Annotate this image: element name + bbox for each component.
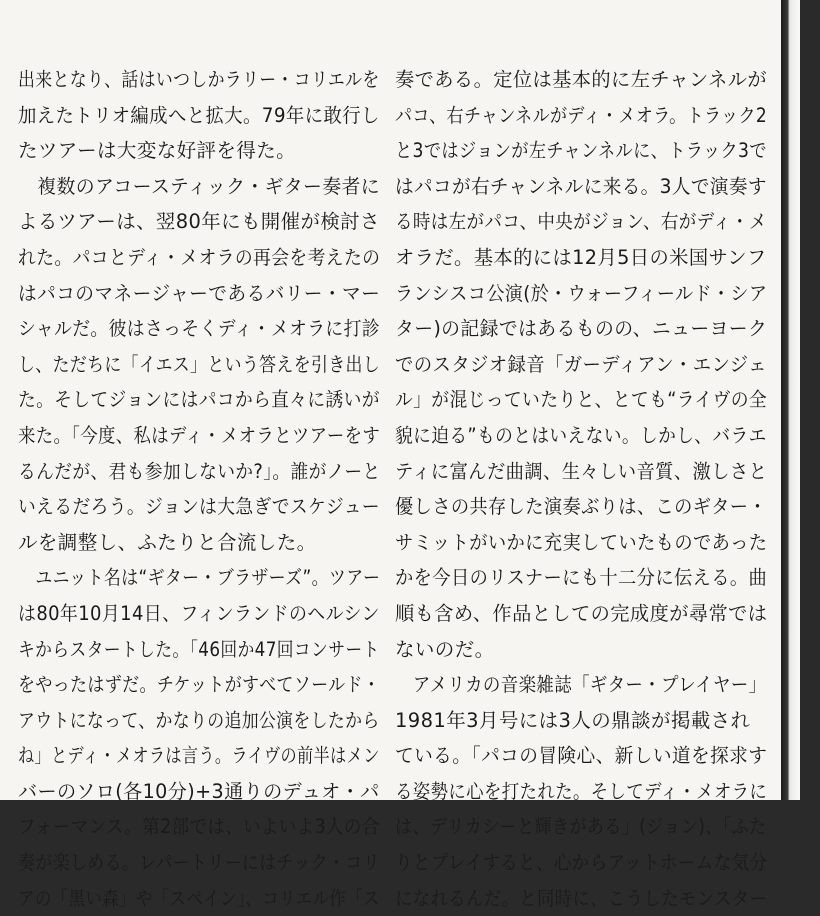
text-line: よるツアーは、翌80年にも開催が検討さ	[18, 210, 380, 234]
text-line: 奏である。定位は基本的に左チャンネルが	[395, 68, 768, 91]
text-line: る姿勢に心を打たれた。そしてディ・メオラに	[395, 779, 768, 803]
text-line: ルを調整し、ふたりと合流した。	[18, 530, 317, 554]
text-line: ね」とディ・メオラは言う。ライヴの前半はメン	[18, 744, 380, 768]
text-line: キからスタートした。「46回か47回コンサート	[18, 637, 380, 661]
text-line: 1981年3月号には3人の鼎談が掲載され	[395, 708, 751, 732]
text-column-right	[395, 62, 820, 916]
text-line: フォーマンス。第2部では、いよいよ3人の合	[18, 815, 380, 839]
text-line: ティに富んだ曲調、生々しい音質、激しさと	[395, 459, 768, 483]
text-line: 出来となり、話はいつしかラリー・コリエルを	[18, 68, 380, 91]
text-line: シャルだ。彼はさっそくディ・メオラに打診	[18, 317, 381, 341]
text-line: バーのソロ(各10分)+3通りのデュオ・パ	[18, 779, 380, 803]
text-line: はパコが右チャンネルに来る。3人で演奏す	[395, 174, 767, 198]
text-line: る時は左がパコ、中央がジョン、右がディ・メ	[395, 210, 767, 234]
text-line: いえるだろう。ジョンは大急ぎでスケジュー	[18, 495, 380, 519]
text-line: るんだが、君も参加しないか?」。誰がノーと	[18, 459, 381, 483]
text-column-left	[18, 62, 454, 916]
text-line: 順も含め、作品としての完成度が尋常では	[395, 601, 768, 625]
text-line: かを今日のリスナーにも十二分に伝える。曲	[395, 566, 768, 590]
text-line: でのスタジオ録音「ガーディアン・エンジェ	[395, 352, 767, 376]
text-line: アウトになって、かなりの追加公演をしたから	[18, 708, 380, 732]
text-line: はパコのマネージャーであるバリー・マー	[18, 281, 381, 305]
text-line: 複数のアコースティック・ギター奏者に	[18, 174, 381, 198]
text-line: ル」が混じっていたりと、とても“ライヴの全	[395, 388, 768, 412]
text-line: サミットがいかに充実していたものであった	[395, 530, 768, 554]
text-line: 優しさの共存した演奏ぶりは、このギター・	[395, 495, 767, 519]
text-line: をやったはずだ。チケットがすべてソールド・	[18, 673, 381, 697]
text-line: オラだ。基本的には12月5日の米国サンフ	[395, 245, 767, 269]
text-line: ている。「パコの冒険心、新しい道を探求す	[395, 744, 768, 768]
text-line: アの「黒い森」や「スペイン」、コリエル作「ス	[18, 886, 380, 910]
text-line: りとプレイすると、心からアットホームな気分	[395, 851, 768, 875]
text-line: になれるんだ。と同時に、こうしたモンスター	[395, 886, 768, 910]
text-line: 奏が楽しめる。レパートリーにはチック・コリ	[18, 851, 380, 875]
text-line: と3ではジョンが左チャンネルに、トラック3で	[395, 139, 767, 163]
page-binding-edge	[781, 0, 800, 800]
text-line: は、デリカシーと輝きがある」(ジョン)、「ふた	[395, 815, 767, 839]
text-line: ランシスコ公演(於・ウォーフィールド・シア	[395, 281, 768, 305]
text-line: し、ただちに「イエス」という答えを引き出し	[18, 352, 381, 376]
text-line: 来た。「今度、私はディ・メオラとツアーをす	[18, 423, 381, 447]
text-line: た。そしてジョンにはパコから直々に誘いが	[18, 388, 380, 412]
text-line: ないのだ。	[395, 637, 495, 661]
text-line: たツアーは大変な好評を得た。	[18, 139, 297, 163]
text-line: アメリカの音楽雑誌「ギター・プレイヤー」	[395, 673, 767, 697]
text-line: ユニット名は“ギター・ブラザーズ”。ツアー	[18, 566, 381, 590]
text-line: は80年10月14日、フィンランドのヘルシン	[18, 601, 380, 625]
text-line: ター)の記録ではあるものの、ニューヨーク	[395, 317, 768, 341]
text-line: パコ、右チャンネルがディ・メオラ。トラック2	[395, 103, 768, 127]
text-line: 貌に迫る”ものとはいえない。しかし、バラエ	[395, 423, 767, 447]
text-line: 加えたトリオ編成へと拡大。79年に敢行し	[18, 103, 380, 127]
text-line: れた。パコとディ・メオラの再会を考えたの	[18, 245, 381, 269]
